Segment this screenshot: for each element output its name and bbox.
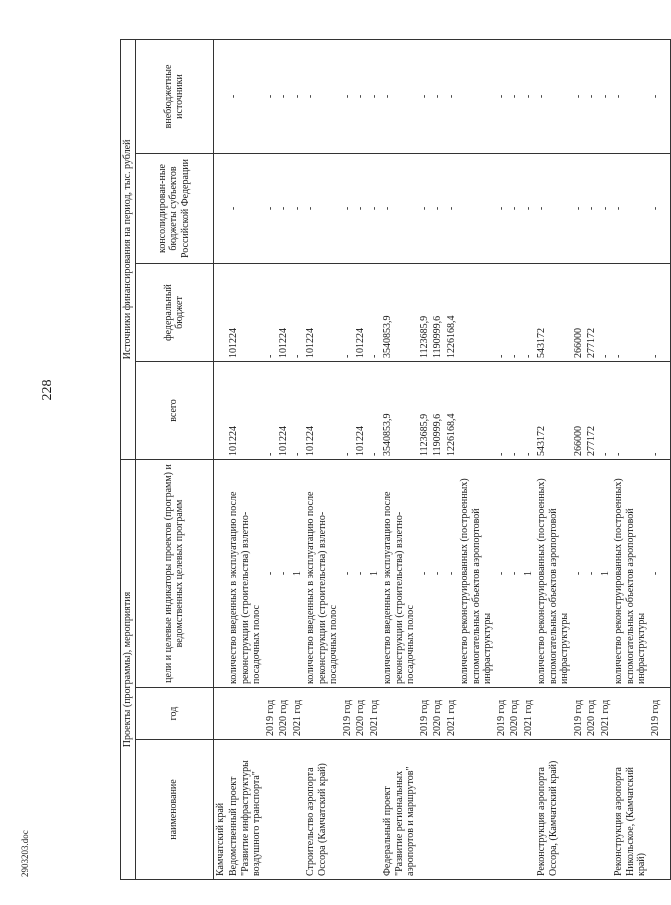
cell-year: 2020 год: [277, 688, 291, 740]
cell-name: [572, 740, 586, 880]
cell-regional: -: [612, 154, 649, 264]
cell-regional: -: [495, 154, 509, 264]
cell-year: 2021 год: [368, 688, 382, 740]
cell-federal: -: [649, 264, 663, 362]
cell-regional: -: [354, 154, 368, 264]
cell-goal: 1: [368, 460, 382, 688]
cell-name: [341, 740, 355, 880]
cell-year: [304, 688, 341, 740]
rotated-table-container: [120, 40, 661, 880]
cell-name: [445, 740, 459, 880]
cell-regional: -: [508, 154, 522, 264]
cell-federal: -: [495, 264, 509, 362]
cell-regional: -: [277, 154, 291, 264]
table-row: [522, 39, 536, 879]
table-row: [431, 39, 445, 879]
cell-year: [381, 688, 418, 740]
cell-total: -: [264, 362, 278, 460]
cell-total: 1226168,4: [445, 362, 459, 460]
cell-total: -: [612, 362, 649, 460]
cell-regional: -: [599, 154, 613, 264]
cell-year: 2020 год: [354, 688, 368, 740]
cell-regional: -: [649, 154, 663, 264]
cell-external: -: [354, 39, 368, 153]
cell-external: -: [522, 39, 536, 153]
spacer-cell: [662, 362, 671, 460]
cell-goal: -: [354, 460, 368, 688]
cell-federal: -: [264, 264, 278, 362]
table-row: [304, 39, 341, 879]
cell-external: -: [264, 39, 278, 153]
spacer-cell: [662, 460, 671, 688]
cell-total: 1190999,6: [431, 362, 445, 460]
cell-name: Ведомственный проект "Развитие инфраструктуры воздушного транспорта": [227, 740, 264, 880]
cell-total: 266000: [572, 362, 586, 460]
cell-year: 2020 год: [431, 688, 445, 740]
cell-external: -: [495, 39, 509, 153]
cell-total: -: [495, 362, 509, 460]
cell-external: -: [277, 39, 291, 153]
cell-federal: 1226168,4: [445, 264, 459, 362]
cell-name: [277, 740, 291, 880]
cell-external: -: [508, 39, 522, 153]
cell-total: -: [508, 362, 522, 460]
cell-goal: -: [445, 460, 459, 688]
cell-goal: -: [264, 460, 278, 688]
cell-year: [612, 688, 649, 740]
table-row: [508, 39, 522, 879]
cell-federal: 101224: [227, 264, 264, 362]
cell-total: 101224: [304, 362, 341, 460]
table-row: [227, 39, 264, 879]
table-row: [535, 39, 572, 879]
cell-external: -: [445, 39, 459, 153]
table-row: [445, 39, 459, 879]
header-external: внебюджетные источники: [135, 39, 213, 153]
table-row: [418, 39, 432, 879]
cell-goal: -: [277, 460, 291, 688]
spacer-cell: [662, 688, 671, 740]
cell-federal: 101224: [304, 264, 341, 362]
table-row: [381, 39, 418, 879]
cell-goal: количество реконструированных (построенных) вспомогательных объектов аэропортовой инфраструктуры: [458, 460, 495, 688]
cell-goal: -: [495, 460, 509, 688]
cell-external: -: [227, 39, 264, 153]
cell-regional: -: [418, 154, 432, 264]
cell-name: [354, 740, 368, 880]
cell-goal: 1: [291, 460, 305, 688]
cell-year: 2021 год: [291, 688, 305, 740]
cell-regional: -: [535, 154, 572, 264]
cell-year: 2019 год: [264, 688, 278, 740]
header-regional: консолидирован-ные бюджеты субъектов Российской Федерации: [135, 154, 213, 264]
cell-federal: 1123685,9: [418, 264, 432, 362]
cell-total: [458, 362, 495, 460]
cell-regional: [458, 154, 495, 264]
cell-regional: -: [341, 154, 355, 264]
cell-name: [522, 740, 536, 880]
table-row: [291, 39, 305, 879]
cell-year: [227, 688, 264, 740]
cell-federal: 543172: [535, 264, 572, 362]
cell-regional: -: [368, 154, 382, 264]
cell-federal: -: [291, 264, 305, 362]
cell-total: -: [341, 362, 355, 460]
cell-regional: [213, 154, 227, 264]
cell-regional: -: [431, 154, 445, 264]
cell-federal: 101224: [277, 264, 291, 362]
cell-total: 1123685,9: [418, 362, 432, 460]
document-id: [20, 830, 67, 887]
cell-name: [585, 740, 599, 880]
cell-federal: -: [368, 264, 382, 362]
cell-federal: 266000: [572, 264, 586, 362]
cell-goal: -: [418, 460, 432, 688]
header-goals: цели и целевые индикаторы проектов (программ) и ведомственных целевых программ: [135, 460, 213, 688]
cell-federal: -: [599, 264, 613, 362]
cell-federal: -: [341, 264, 355, 362]
cell-name: [291, 740, 305, 880]
table-row: [585, 39, 599, 879]
header-year: год: [135, 688, 213, 740]
cell-goal: -: [431, 460, 445, 688]
cell-name: [264, 740, 278, 880]
document-id-text: 2903203.doc: [20, 830, 30, 877]
cell-regional: -: [445, 154, 459, 264]
cell-federal: 277172: [585, 264, 599, 362]
cell-year: 2021 год: [599, 688, 613, 740]
cell-external: -: [431, 39, 445, 153]
cell-name: Строительство аэропорта Оссора (Камчатский край): [304, 740, 341, 880]
spacer-cell: [662, 740, 671, 880]
cell-year: [458, 688, 495, 740]
cell-year: 2020 год: [585, 688, 599, 740]
cell-federal: 101224: [354, 264, 368, 362]
cell-goal: 1: [599, 460, 613, 688]
table-row: [368, 39, 382, 879]
cell-year: 2021 год: [445, 688, 459, 740]
cell-external: -: [535, 39, 572, 153]
cell-year: 2020 год: [508, 688, 522, 740]
cell-federal: -: [522, 264, 536, 362]
spacer-cell: [662, 264, 671, 362]
cell-federal: [213, 264, 227, 362]
cell-year: 2019 год: [649, 688, 663, 740]
cell-regional: -: [304, 154, 341, 264]
spacer-cell: [662, 154, 671, 264]
cell-name: [508, 740, 522, 880]
cell-name: Реконструкция аэропорта Оссора, (Камчатский край): [535, 740, 572, 880]
cell-total: -: [291, 362, 305, 460]
cell-federal: -: [612, 264, 649, 362]
cell-name: Реконструкция аэропорта Никольское, (Камчатский край): [612, 740, 649, 880]
cell-federal: 3540853,9: [381, 264, 418, 362]
cell-year: 2019 год: [572, 688, 586, 740]
cell-total: -: [368, 362, 382, 460]
table-row: [213, 39, 227, 879]
table-row: [649, 39, 663, 879]
cell-goal: -: [585, 460, 599, 688]
financing-table: [120, 39, 671, 880]
cell-name: [649, 740, 663, 880]
table-row: [264, 39, 278, 879]
cell-regional: -: [227, 154, 264, 264]
cell-total: [213, 362, 227, 460]
cell-total: 277172: [585, 362, 599, 460]
cell-external: -: [585, 39, 599, 153]
cell-goal: количество реконструированных (построенных) вспомогательных объектов аэропортовой инфраструктуры: [535, 460, 572, 688]
cell-regional: -: [572, 154, 586, 264]
cell-federal: 1190999,6: [431, 264, 445, 362]
cell-goal: количество введенных в эксплуатацию после реконструкции (строительства) взлетно-посадочных полос: [227, 460, 264, 688]
cell-external: -: [572, 39, 586, 153]
cell-regional: -: [291, 154, 305, 264]
header-total: всего: [135, 362, 213, 460]
table-row: [572, 39, 586, 879]
cell-regional: -: [264, 154, 278, 264]
cell-external: -: [381, 39, 418, 153]
header-federal: федеральный бюджет: [135, 264, 213, 362]
cell-regional: -: [522, 154, 536, 264]
cell-external: -: [612, 39, 649, 153]
table-row: [354, 39, 368, 879]
table-bottom-spacer: [662, 39, 671, 879]
cell-name: [458, 740, 495, 880]
cell-external: [213, 39, 227, 153]
cell-external: [458, 39, 495, 153]
cell-total: 101224: [354, 362, 368, 460]
cell-name: [495, 740, 509, 880]
page-number: 228: [40, 379, 55, 401]
cell-goal: -: [508, 460, 522, 688]
cell-year: 2019 год: [495, 688, 509, 740]
cell-regional: -: [585, 154, 599, 264]
cell-total: 101224: [227, 362, 264, 460]
cell-federal: [458, 264, 495, 362]
cell-year: [213, 688, 227, 740]
cell-goal: 1: [522, 460, 536, 688]
cell-name: Камчатский край: [213, 740, 227, 880]
header-projects-group: Проекты (программы), мероприятия: [121, 460, 136, 880]
cell-external: -: [649, 39, 663, 153]
cell-goal: [213, 460, 227, 688]
cell-total: -: [599, 362, 613, 460]
cell-total: 101224: [277, 362, 291, 460]
cell-year: 2021 год: [522, 688, 536, 740]
cell-name: [431, 740, 445, 880]
header-name: наименование: [135, 740, 213, 880]
cell-external: -: [599, 39, 613, 153]
spacer-cell: [662, 39, 671, 153]
cell-year: [535, 688, 572, 740]
table-row: [495, 39, 509, 879]
table-row: [612, 39, 649, 879]
cell-total: -: [649, 362, 663, 460]
cell-goal: -: [572, 460, 586, 688]
cell-external: -: [304, 39, 341, 153]
table-row: [458, 39, 495, 879]
cell-external: -: [341, 39, 355, 153]
table-row: [341, 39, 355, 879]
cell-goal: -: [649, 460, 663, 688]
cell-name: [368, 740, 382, 880]
cell-external: -: [418, 39, 432, 153]
cell-total: 3540853,9: [381, 362, 418, 460]
table-row: [599, 39, 613, 879]
cell-external: -: [368, 39, 382, 153]
cell-name: [599, 740, 613, 880]
cell-regional: -: [381, 154, 418, 264]
cell-federal: -: [508, 264, 522, 362]
cell-total: -: [522, 362, 536, 460]
cell-total: 543172: [535, 362, 572, 460]
table-body: [213, 39, 671, 879]
cell-external: -: [291, 39, 305, 153]
cell-year: 2019 год: [341, 688, 355, 740]
cell-name: [418, 740, 432, 880]
header-sources-group: Источники финансирования на период, тыс. рублей: [121, 39, 136, 459]
cell-goal: количество введенных в эксплуатацию после реконструкции (строительства) взлетно-посадочных полос: [381, 460, 418, 688]
cell-year: 2019 год: [418, 688, 432, 740]
cell-name: Федеральный проект "Развитие региональных аэропортов и маршрутов": [381, 740, 418, 880]
table-row: [277, 39, 291, 879]
cell-goal: количество введенных в эксплуатацию после реконструкции (строительства) взлетно-посадочных полос: [304, 460, 341, 688]
cell-goal: количество реконструированных (построенных) вспомогательных объектов аэропортовой инфраструктуры: [612, 460, 649, 688]
cell-goal: -: [341, 460, 355, 688]
